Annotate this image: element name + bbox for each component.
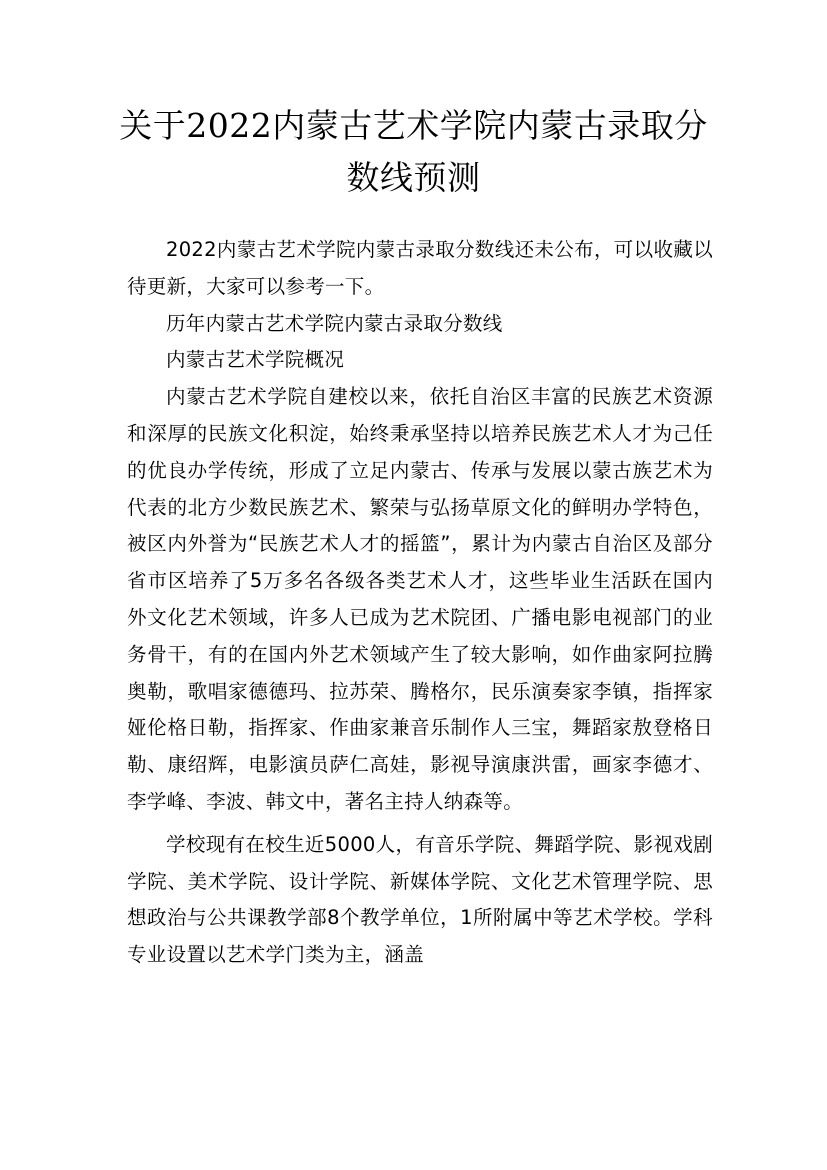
paragraph-overview-heading: 内蒙古艺术学院概况 [166, 348, 345, 372]
document-body [127, 232, 713, 974]
document-title: 关于2022内蒙古艺术学院内蒙古录取分数线预测 [119, 106, 708, 197]
paragraph-school-history: 内蒙古艺术学院自建校以来，依托自治区丰富的民族艺术资源和深厚的民族文化积淀，始终秉承坚持以培养民族艺术人才为己任的优良办学传统，形成了立足内蒙古、传承与发展以蒙古族艺术为代表的北方少数民族艺术、繁荣与弘扬草原文化的鲜明办学特色，被区内外誉为“民族艺术人才的摇篮”，累计为内蒙古自治区及部分省市区培养了5万多名各级各类艺术人才，这些毕业生活跃在国内外文化艺术领域，许多人已成为艺术院团、广播电影电视部门的业务骨干，有的在国内外艺术领域产生了较大影响，如作曲家阿拉腾奥勒，歌唱家德德玛、拉苏荣、腾格尔，民乐演奏家李镇，指挥家娅伦格日勒，指挥家、作曲家兼音乐制作人三宝，舞蹈家敖登格日勒、康绍辉，电影演员萨仁高娃，影视导演康洪雷，画家李德才、李学峰、李波、韩文中，著名主持人纳森等。 [127, 385, 713, 813]
paragraph-intro: 2022内蒙古艺术学院内蒙古录取分数线还未公布，可以收藏以待更新，大家可以参考一下。 [127, 238, 713, 298]
paragraph-school-current: 学校现有在校生近5000人，有音乐学院、舞蹈学院、影视戏剧学院、美术学院、设计学院、新媒体学院、文化艺术管理学院、思想政治与公共课教学部8个教学单位，1所附属中等艺术学校。学科专业设置以艺术学门类为主，涵盖 [127, 832, 713, 967]
paragraph-history-heading: 历年内蒙古艺术学院内蒙古录取分数线 [166, 311, 503, 335]
